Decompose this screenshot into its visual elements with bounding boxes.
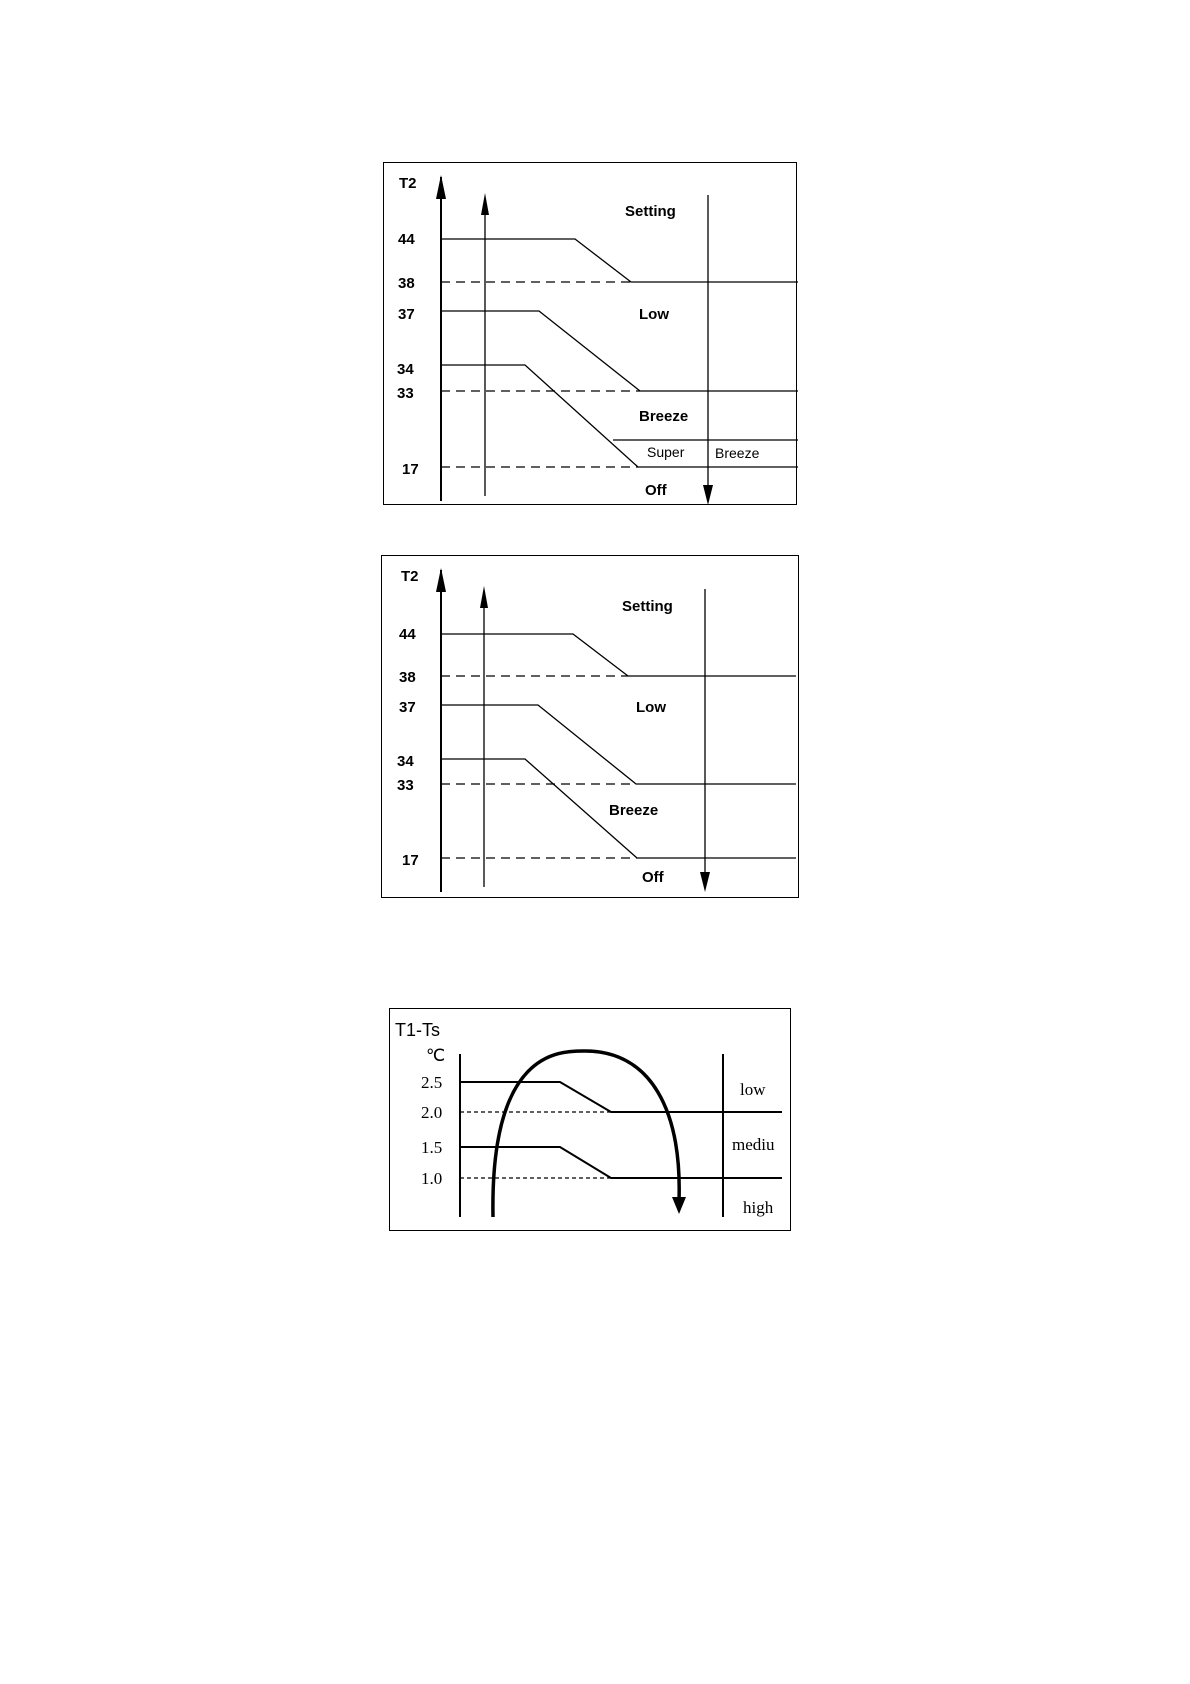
zone-off: Off bbox=[642, 869, 664, 886]
fall-arrow-head-icon bbox=[703, 485, 713, 505]
y-axis-label: T2 bbox=[401, 568, 419, 585]
tick-44: 44 bbox=[398, 231, 415, 248]
y-axis-label: T2 bbox=[399, 175, 417, 192]
diagram-2-canvas bbox=[382, 556, 800, 899]
diagram-3-canvas bbox=[390, 1009, 792, 1232]
tick-2-5: 2.5 bbox=[421, 1073, 443, 1092]
setting-threshold-line bbox=[441, 634, 796, 676]
tick-38: 38 bbox=[399, 669, 416, 686]
tick-44: 44 bbox=[399, 626, 416, 643]
fall-arrow-head-icon bbox=[700, 872, 710, 892]
tick-38: 38 bbox=[398, 275, 415, 292]
zone-low: low bbox=[740, 1080, 766, 1099]
zone-breeze: Breeze bbox=[609, 802, 659, 819]
setting-threshold-line bbox=[441, 239, 798, 282]
t2-axis-arrow-icon bbox=[436, 175, 446, 199]
tick-1-0: 1.0 bbox=[421, 1169, 443, 1188]
zone-medium: mediu bbox=[732, 1135, 775, 1154]
unit-label: ℃ bbox=[426, 1046, 446, 1065]
tick-34: 34 bbox=[397, 753, 414, 770]
zone-super-breeze: Breeze bbox=[715, 445, 760, 461]
cycle-arc bbox=[493, 1051, 679, 1217]
fan-speed-diagram-1 bbox=[383, 162, 797, 505]
rise-arrow-head-icon bbox=[481, 193, 489, 215]
tick-17: 17 bbox=[402, 852, 419, 869]
fan-speed-diagram-3 bbox=[389, 1008, 791, 1231]
tick-2-0: 2.0 bbox=[421, 1103, 443, 1122]
cycle-arrow-head-icon bbox=[672, 1197, 686, 1214]
tick-33: 33 bbox=[397, 777, 414, 794]
zone-high: high bbox=[743, 1198, 774, 1217]
tick-33: 33 bbox=[397, 385, 414, 402]
zone-off: Off bbox=[645, 482, 667, 499]
zone-low: Low bbox=[639, 306, 669, 323]
tick-37: 37 bbox=[399, 699, 416, 716]
fan-speed-diagram-2 bbox=[381, 555, 799, 898]
tick-1-5: 1.5 bbox=[421, 1138, 443, 1157]
tick-37: 37 bbox=[398, 306, 415, 323]
low-threshold-line bbox=[441, 311, 798, 391]
low-threshold-line bbox=[441, 705, 796, 784]
zone-setting: Setting bbox=[622, 598, 673, 615]
zone-low: Low bbox=[636, 699, 666, 716]
tick-17: 17 bbox=[402, 461, 419, 478]
zone-setting: Setting bbox=[625, 203, 676, 220]
zone-breeze: Breeze bbox=[639, 408, 689, 425]
tick-34: 34 bbox=[397, 361, 414, 378]
y-axis-label: T1-Ts bbox=[395, 1020, 440, 1040]
zone-super: Super bbox=[647, 444, 685, 460]
t2-axis-arrow-icon bbox=[436, 568, 446, 592]
diagram-1-canvas bbox=[384, 163, 798, 506]
rise-arrow-head-icon bbox=[480, 586, 488, 608]
